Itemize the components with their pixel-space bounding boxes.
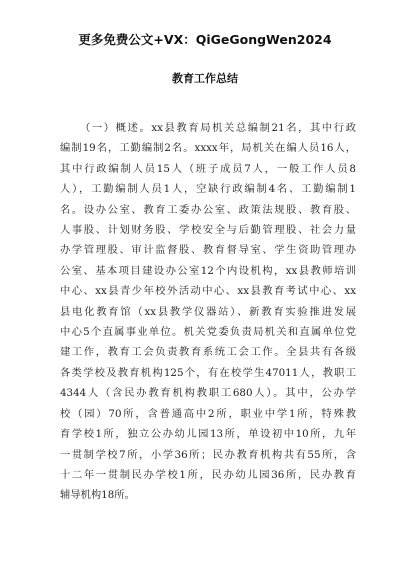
document-body xyxy=(60,118,356,506)
body-line: 人），工勤编制人员1人，空缺行政编制4名、工勤编制1 xyxy=(60,183,356,196)
body-line: 一贯制学校7所，小学36所；民办教育机构共有55所，含 xyxy=(60,448,356,461)
body-line: 编制19名，工勤编制2名。xxxx年，局机关在编人员16人， xyxy=(60,142,356,155)
body-line: 办学管理股、审计监督股、教育督导室、学生资助管理办 xyxy=(60,244,356,257)
body-line: 辅导机构18所。 xyxy=(60,489,135,502)
body-line: 其中行政编制人员15人（班子成员7人，一般工作人员8 xyxy=(60,162,356,175)
body-line: 人事股、计划财务股、学校安全与后勤管理股、社会力量 xyxy=(60,224,356,237)
body-line: 育学校1所，独立公办幼儿园13所，单设初中10所，九年 xyxy=(60,428,356,441)
body-line: 十二年一贯制民办学校1所，民办幼儿园36所，民办教育 xyxy=(60,468,356,481)
body-line: 建工作，教育工会负责教育系统工会工作。全县共有各级 xyxy=(60,346,356,359)
body-line: 中心、xx县青少年校外活动中心、xx县教育考试中心、xx xyxy=(60,285,356,298)
body-line: 校（园）70所，含普通高中2所，职业中学1所，特殊教 xyxy=(60,407,356,420)
body-line: 县电化教育馆（xx县教学仪器站）、新教育实验推进发展 xyxy=(60,305,356,318)
document-title: 教育工作总结 xyxy=(172,72,238,85)
promo-header: 更多免费公文+VX：QiGeGongWen2024 xyxy=(78,32,332,47)
body-line: （一）概述。xx县教育局机关总编制21名，其中行政 xyxy=(80,122,356,134)
body-line: 各类学校及教育机构125个，有在校学生47011人，教职工 xyxy=(60,366,356,379)
body-line: 公室、基本项目建设办公室12个内设机构，xx县教师培训 xyxy=(60,264,356,277)
body-line: 4344人（含民办教育机构教职工680人）。其中，公办学 xyxy=(60,387,356,400)
body-line: 名。设办公室、教育工委办公室、政策法规股、教育股、 xyxy=(60,203,356,216)
body-line: 中心5个直属事业单位。机关党委负责局机关和直属单位党 xyxy=(60,326,356,339)
